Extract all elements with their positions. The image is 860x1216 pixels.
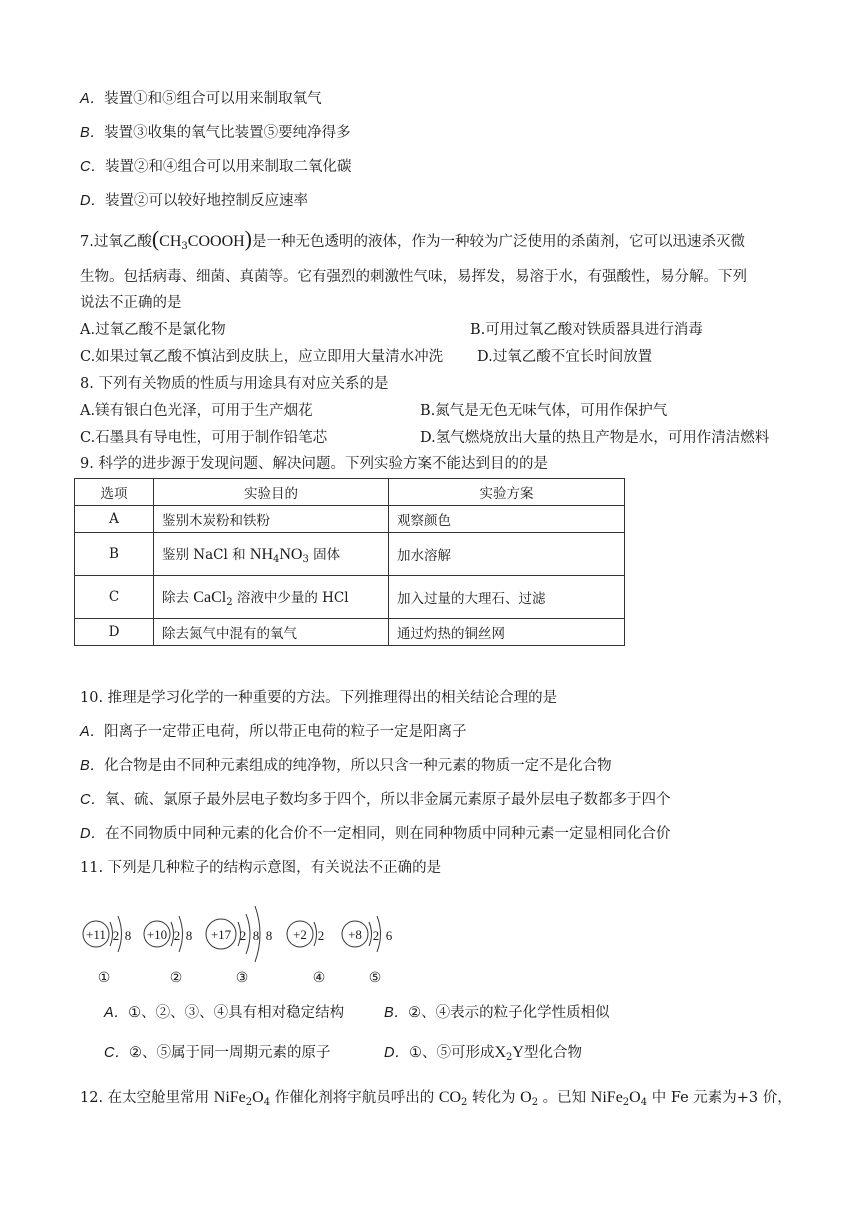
row-goal: 除去氮气中混有的氧气 [154,619,389,646]
q10-option-c: C．氧、硫、氯原子最外层电子数均多于四个，所以非金属元素原子最外层电子数都多于四个 [80,792,671,808]
particle-5-shell-1: 2 [372,928,380,943]
row-goal: 除去 CaCl$_2$ 溶液中少量的 HCl [154,576,389,619]
header-plan: 实验方案 [389,479,625,506]
q6-option-d: D．装置②可以较好地控制反应速率 [80,193,308,209]
particle-3-diagram [206,906,272,986]
particle-3-shell-2: 8 [252,928,260,943]
particle-5-shell-2: 6 [385,928,393,943]
q10-option-a: A．阳离子一定带正电荷，所以带正电荷的粒子一定是阳离子 [80,724,467,740]
row-plan: 通过灼热的铜丝网 [389,619,625,646]
q8-stem: 8. 下列有关物质的性质与用途具有对应关系的是 [80,376,389,392]
q7-option-b: B.可用过氧乙酸对铁质器具进行消毒 [470,322,703,338]
q6-option-b: B．装置③收集的氧气比装置⑤要纯净得多 [80,125,351,141]
q6-option-a: A．装置①和⑤组合可以用来制取氧气 [80,91,322,107]
q10-option-b: B．化合物是由不同种元素组成的纯净物，所以只含一种元素的物质一定不是化合物 [80,758,612,774]
particle-2-label: ② [169,971,183,986]
q7-option-c: C.如果过氧乙酸不慎沾到皮肤上，应立即用大量清水冲洗 [80,349,444,365]
particle-5-label: ⑤ [368,971,382,986]
q11-option-a: A．①、②、③、④具有相对稳定结构 [104,1005,345,1021]
row-option: D [75,619,154,646]
particle-5-nucleus: +8 [348,927,362,942]
experiment-table [74,478,625,646]
row-plan: 加入过量的大理石、过滤 [389,576,625,619]
particle-3-shell-1: 2 [239,928,247,943]
table-row [75,533,625,576]
particle-1-shell-2: 8 [124,928,132,943]
q11-option-c: C．②、⑤属于同一周期元素的原子 [104,1045,331,1061]
row-plan: 观察颜色 [389,506,625,533]
table-header-row [75,479,625,506]
table-row [75,619,625,646]
q12-stem: 12. 在太空舱里常用 $NiFe_2O_4$ 作催化剂将宇航员呼出的 $CO_2$ 转化为 $O_2$ 。已知 $NiFe_2O_4$ 中 Fe 元素为+3 价， [80,1089,792,1108]
particle-2-shell-1: 2 [173,928,181,943]
particle-1-nucleus: +11 [86,927,106,942]
particle-1-diagram [83,916,131,986]
atomic-structure-diagrams [78,890,418,990]
particle-2-shell-2: 8 [185,928,193,943]
particle-3-shell-3: 8 [265,928,273,943]
row-option: B [75,533,154,576]
q9-stem: 9. 科学的进步源于发现问题、解决问题。下列实验方案不能达到目的的是 [80,456,548,472]
particle-2-diagram [144,916,192,986]
particle-1-label: ① [97,971,111,986]
table-row [75,506,625,533]
q8-option-a: A.镁有银白色光泽，可用于生产烟花 [80,403,313,419]
q11-option-b: B．②、④表示的粒子化学性质相似 [384,1005,610,1021]
particle-1-shell-1: 2 [112,928,120,943]
q7-stem-line2: 生物。包括病毒、细菌、真菌等。它有强烈的刺激性气味，易挥发，易溶于水，有强酸性，易分解。下列 [80,269,747,285]
row-option: A [75,506,154,533]
q8-option-d: D.氢气燃烧放出大量的热且产物是水，可用作清洁燃料 [420,430,770,446]
q7-option-a: A.过氧乙酸不是氯化物 [80,322,226,338]
particle-3-label: ③ [235,971,249,986]
q6-option-c: C．装置②和④组合可以用来制取二氧化碳 [80,159,352,175]
q11-option-d: D．①、⑤可形成$X_2Y$型化合物 [384,1044,582,1063]
header-goal: 实验目的 [154,479,389,506]
particle-2-nucleus: +10 [146,927,168,942]
q10-option-d: D．在不同物质中同种元素的化合价不一定相同，则在同种物质中同种元素一定显相同化合价 [80,826,671,842]
particle-4-diagram [287,921,325,986]
row-plan: 加水溶解 [389,533,625,576]
row-goal: 鉴别木炭粉和铁粉 [154,506,389,533]
q7-option-d: D.过氧乙酸不宜长时间放置 [477,349,653,365]
particle-4-shell-1: 2 [317,928,325,943]
particle-4-nucleus: +2 [293,927,307,942]
q10-stem: 10. 推理是学习化学的一种重要的方法。下列推理得出的相关结论合理的是 [80,690,558,706]
particle-4-label: ④ [312,971,326,986]
q8-option-b: B.氮气是无色无味气体，可用作保护气 [420,403,668,419]
row-goal: 鉴别 NaCl 和 $NH_4NO_3$ 固体 [154,533,389,576]
particle-3-nucleus: +17 [210,927,232,942]
row-option: C [75,576,154,619]
q11-stem: 11. 下列是几种粒子的结构示意图，有关说法不正确的是 [80,860,442,876]
particle-5-diagram [342,916,393,986]
q7-stem-line3: 说法不正确的是 [80,295,182,311]
q7-stem-line1: 7.过氧乙酸$(CH_3COOOH)$是一种无色透明的液体，作为一种较为广泛使用的杀菌剂，它可以迅速杀灭微 [80,226,745,252]
header-option: 选项 [75,479,154,506]
table-row [75,576,625,619]
q8-option-c: C.石墨具有导电性，可用于制作铅笔芯 [80,430,328,446]
